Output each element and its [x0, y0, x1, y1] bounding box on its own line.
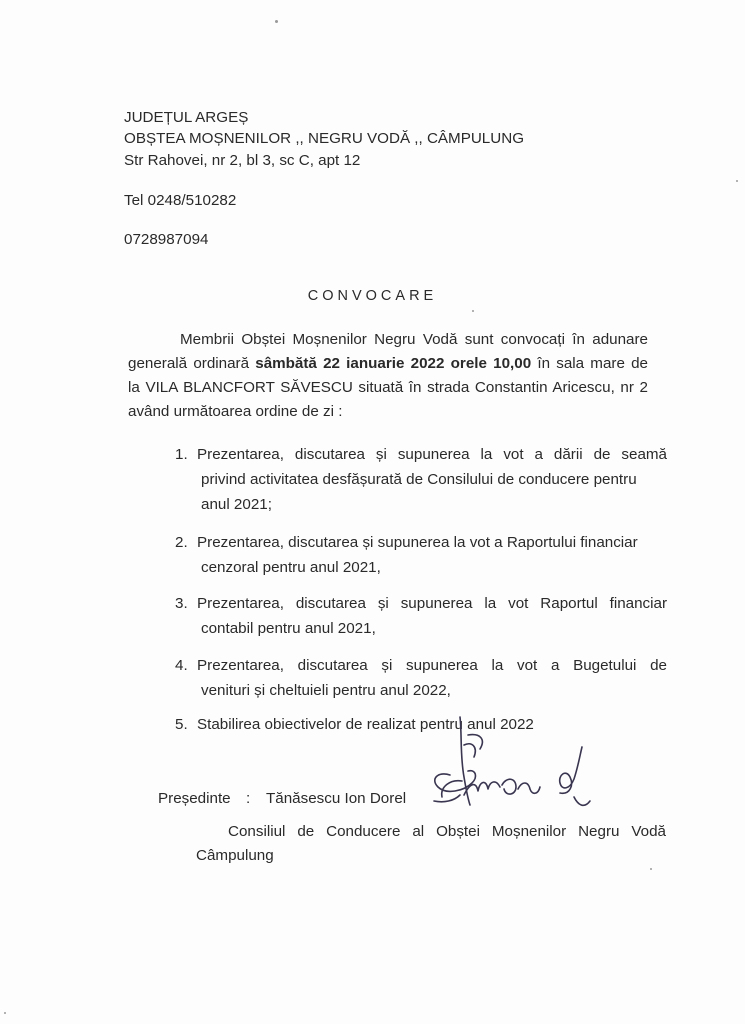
- agenda-item-text: anul 2021;: [201, 496, 272, 513]
- scan-speck: [650, 868, 652, 870]
- agenda-item-text: venituri și cheltuieli pentru anul 2022,: [201, 682, 451, 699]
- intro-line-3: la VILA BLANCFORT SĂVESCU situată în strada Constantin Aricescu, nr 2: [128, 379, 648, 396]
- agenda-item-text: Prezentarea, discutarea și supunerea la vot Raportul financiar: [197, 595, 667, 612]
- intro-line-2-end: în sala mare de: [531, 355, 648, 372]
- agenda-item-number: 2.: [175, 534, 188, 551]
- agenda-item-text: Prezentarea, discutarea și supunerea la vot a Bugetului de: [197, 657, 667, 674]
- scan-speck: [736, 180, 738, 182]
- agenda-item-number: 1.: [175, 446, 188, 463]
- county-line: JUDEȚUL ARGEȘ: [124, 109, 249, 126]
- intro-line-1: Membrii Obștei Moșnenilor Negru Vodă sunt convocați în adunare: [180, 331, 648, 348]
- phone-mobile: 0728987094: [124, 231, 209, 248]
- agenda-item-3: [175, 591, 667, 641]
- agenda-item-number: 4.: [175, 657, 188, 674]
- agenda-item-text: Prezentarea, discutarea și supunerea la vot a Raportului financiar: [197, 534, 638, 551]
- phone-landline: Tel 0248/510282: [124, 192, 237, 209]
- scan-speck: [275, 20, 278, 23]
- agenda-item-text: privind activitatea desfășurată de Consilului de conducere pentru: [201, 471, 637, 488]
- president-role: Președinte: [158, 790, 231, 807]
- agenda-item-number: 5.: [175, 716, 188, 733]
- intro-line-4: având următoarea ordine de zi :: [128, 403, 343, 420]
- agenda-item-text: Stabilirea obiectivelor de realizat pentru anul 2022: [197, 716, 534, 733]
- scan-speck: [472, 310, 474, 312]
- president-name: Tănăsescu Ion Dorel: [266, 790, 407, 807]
- agenda-item-4: [175, 653, 667, 703]
- organization-name: OBȘTEA MOȘNENILOR ,, NEGRU VODĂ ,, CÂMPULUNG: [124, 130, 525, 147]
- meeting-date: sâmbătă 22 ianuarie 2022 orele 10,00: [255, 355, 532, 372]
- agenda-item-text: contabil pentru anul 2021,: [201, 620, 376, 637]
- council-line-1: Consiliul de Conducere al Obștei Moșnenilor Negru Vodă: [228, 823, 666, 840]
- document-title: CONVOCARE: [307, 288, 438, 304]
- address-line: Str Rahovei, nr 2, bl 3, sc C, apt 12: [124, 152, 361, 169]
- issuing-council: [196, 820, 666, 868]
- agenda-item-1: [175, 442, 667, 517]
- agenda-item-text: cenzoral pentru anul 2021,: [201, 559, 381, 576]
- intro-paragraph: [128, 328, 648, 424]
- intro-line-2-start: generală ordinară: [128, 355, 256, 372]
- agenda-item-number: 3.: [175, 595, 188, 612]
- agenda-item-text: Prezentarea, discutarea și supunerea la vot a dării de seamă: [197, 446, 667, 463]
- intro-line-2: [128, 352, 648, 376]
- council-line-2: Câmpulung: [196, 847, 274, 864]
- role-separator: :: [246, 790, 251, 807]
- agenda-item-2: [175, 530, 667, 580]
- scan-speck: [4, 1012, 6, 1014]
